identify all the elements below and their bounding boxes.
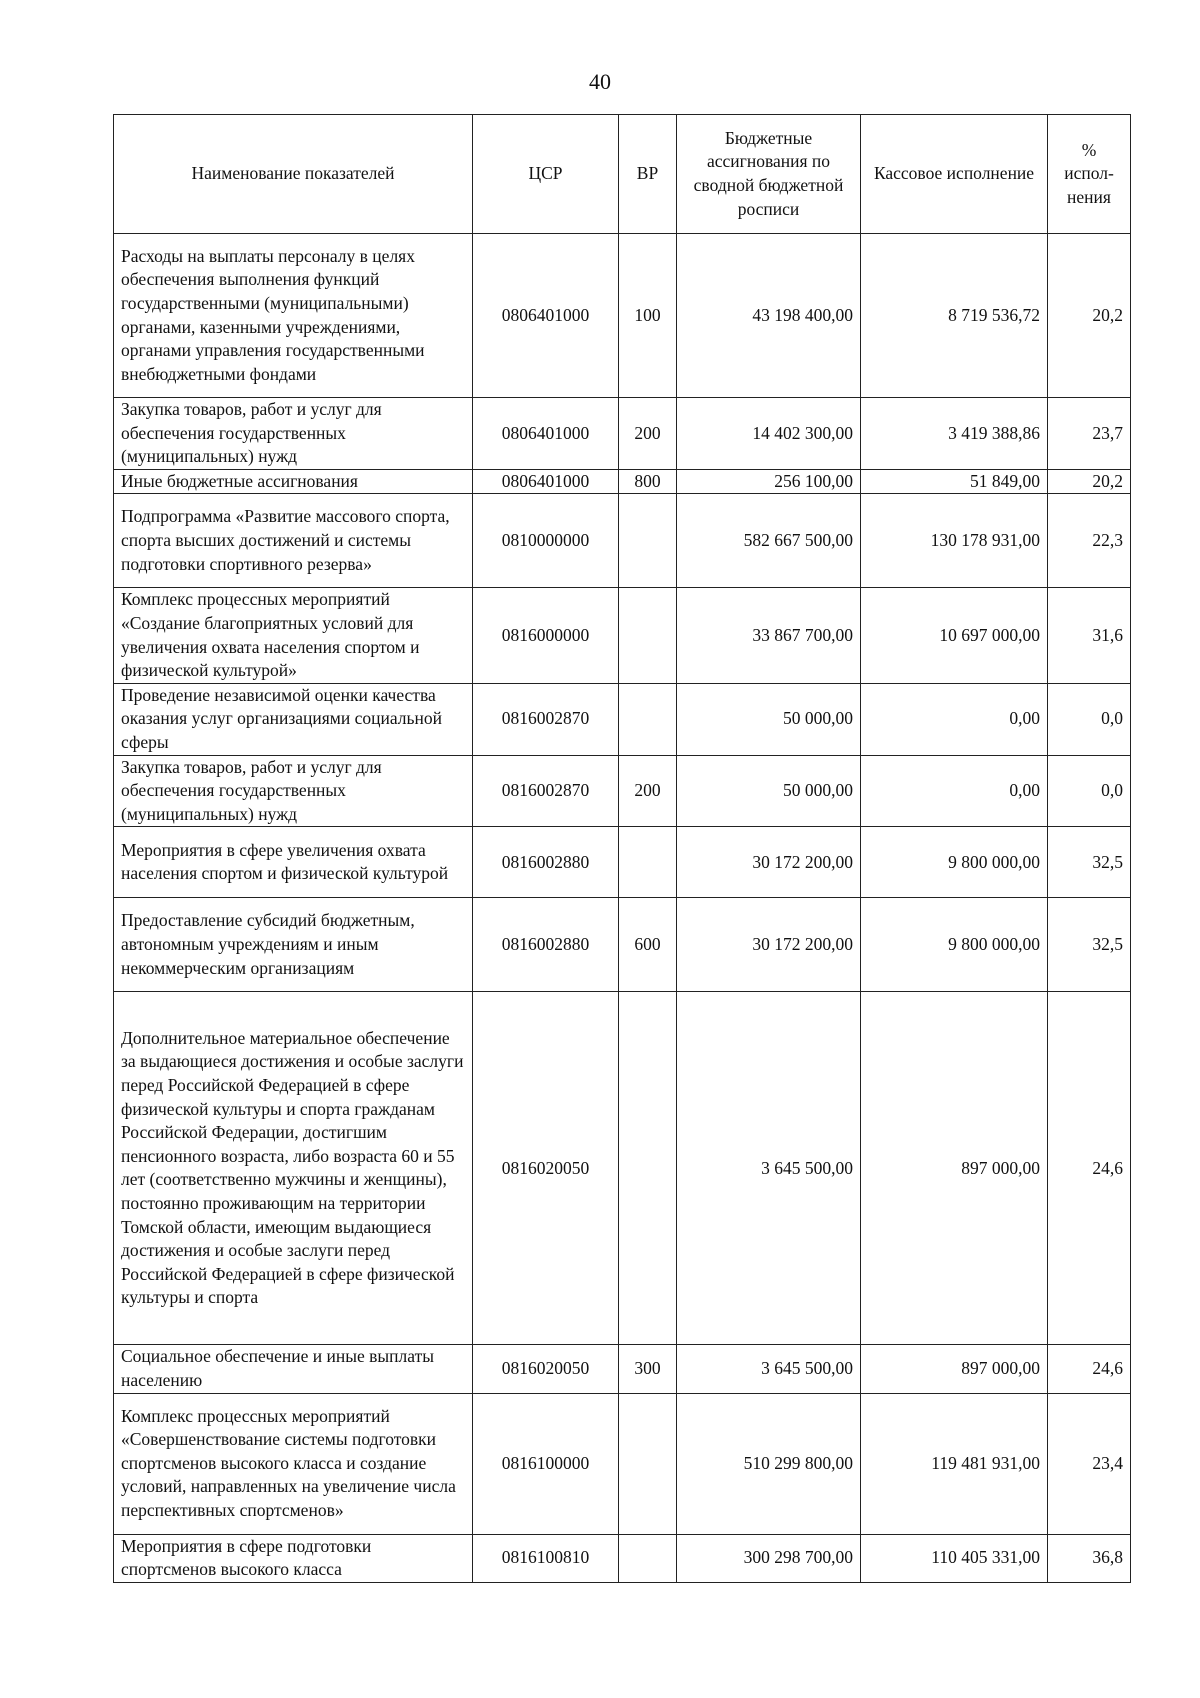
header-execution: Кассовое исполнение	[861, 115, 1048, 234]
cell-budget: 14 402 300,00	[677, 398, 861, 470]
cell-execution: 897 000,00	[861, 992, 1048, 1345]
cell-vr: 100	[619, 234, 677, 398]
cell-csr: 0816002880	[473, 827, 619, 898]
cell-vr	[619, 827, 677, 898]
cell-budget: 50 000,00	[677, 755, 861, 827]
cell-vr	[619, 588, 677, 683]
cell-name: Дополнительное материальное обеспечение за выдающиеся достижения и особые заслуги перед Российской Федерацией в сфере физической культуры и спорта гражданам Российской Федерации, достигшим пенсионного возраста, либо возраста 60 и 55 лет (соответственно мужчины и женщины), постоянно проживающим на территории Томской области, имеющим выдающиеся достижения и особые заслуги перед Российской Федерацией в сфере физической культуры и спорта	[114, 992, 473, 1345]
cell-name: Социальное обеспечение и иные выплаты населению	[114, 1345, 473, 1393]
cell-percent: 32,5	[1048, 898, 1131, 992]
table-row	[114, 469, 1131, 494]
cell-percent: 23,7	[1048, 398, 1131, 470]
cell-percent: 22,3	[1048, 494, 1131, 588]
table-row	[114, 898, 1131, 992]
cell-name: Проведение независимой оценки качества оказания услуг организациями социальной сферы	[114, 683, 473, 755]
header-row	[114, 115, 1131, 234]
cell-percent: 36,8	[1048, 1534, 1131, 1582]
cell-vr	[619, 683, 677, 755]
cell-name: Закупка товаров, работ и услуг для обеспечения государственных (муниципальных) нужд	[114, 755, 473, 827]
cell-csr: 0816020050	[473, 1345, 619, 1393]
cell-execution: 897 000,00	[861, 1345, 1048, 1393]
cell-budget: 3 645 500,00	[677, 992, 861, 1345]
table-row	[114, 1534, 1131, 1582]
cell-percent: 24,6	[1048, 992, 1131, 1345]
cell-budget: 3 645 500,00	[677, 1345, 861, 1393]
cell-percent: 23,4	[1048, 1393, 1131, 1534]
cell-name: Расходы на выплаты персоналу в целях обеспечения выполнения функций государственными (муниципальными) органами, казенными учреждениями, органами управления государственными внебюджетными фондами	[114, 234, 473, 398]
cell-execution: 119 481 931,00	[861, 1393, 1048, 1534]
cell-name: Закупка товаров, работ и услуг для обеспечения государственных (муниципальных) нужд	[114, 398, 473, 470]
cell-execution: 130 178 931,00	[861, 494, 1048, 588]
header-csr: ЦСР	[473, 115, 619, 234]
budget-execution-table	[113, 114, 1131, 1583]
page-number: 40	[589, 69, 611, 94]
cell-budget: 300 298 700,00	[677, 1534, 861, 1582]
cell-execution: 8 719 536,72	[861, 234, 1048, 398]
cell-vr	[619, 1534, 677, 1582]
cell-csr: 0816002870	[473, 755, 619, 827]
cell-csr: 0816020050	[473, 992, 619, 1345]
cell-execution: 10 697 000,00	[861, 588, 1048, 683]
cell-budget: 256 100,00	[677, 469, 861, 494]
header-percent: % испол-нения	[1048, 115, 1131, 234]
cell-percent: 20,2	[1048, 234, 1131, 398]
table-body	[114, 234, 1131, 1583]
table-row	[114, 494, 1131, 588]
table-row	[114, 398, 1131, 470]
cell-vr	[619, 494, 677, 588]
cell-execution: 3 419 388,86	[861, 398, 1048, 470]
cell-execution: 51 849,00	[861, 469, 1048, 494]
cell-execution: 0,00	[861, 755, 1048, 827]
cell-csr: 0806401000	[473, 234, 619, 398]
cell-execution: 0,00	[861, 683, 1048, 755]
cell-percent: 0,0	[1048, 755, 1131, 827]
cell-percent: 31,6	[1048, 588, 1131, 683]
cell-vr	[619, 1393, 677, 1534]
table-row	[114, 992, 1131, 1345]
cell-name: Комплекс процессных мероприятий «Совершенствование системы подготовки спортсменов высокого класса и создание условий, направленных на увеличение числа перспективных спортсменов»	[114, 1393, 473, 1534]
header-vr: ВР	[619, 115, 677, 234]
cell-percent: 0,0	[1048, 683, 1131, 755]
cell-name: Подпрограмма «Развитие массового спорта, спорта высших достижений и системы подготовки спортивного резерва»	[114, 494, 473, 588]
table-row	[114, 683, 1131, 755]
cell-csr: 0816000000	[473, 588, 619, 683]
cell-name: Мероприятия в сфере увеличения охвата населения спортом и физической культурой	[114, 827, 473, 898]
cell-csr: 0816002870	[473, 683, 619, 755]
cell-vr: 600	[619, 898, 677, 992]
cell-vr: 800	[619, 469, 677, 494]
cell-csr: 0816002880	[473, 898, 619, 992]
cell-budget: 43 198 400,00	[677, 234, 861, 398]
cell-csr: 0816100810	[473, 1534, 619, 1582]
table-row	[114, 755, 1131, 827]
cell-percent: 24,6	[1048, 1345, 1131, 1393]
cell-budget: 30 172 200,00	[677, 827, 861, 898]
cell-name: Предоставление субсидий бюджетным, автономным учреждениям и иным некоммерческим организациям	[114, 898, 473, 992]
header-budget: Бюджетные ассигнования по сводной бюджетной росписи	[677, 115, 861, 234]
cell-vr: 200	[619, 398, 677, 470]
cell-budget: 50 000,00	[677, 683, 861, 755]
table-row	[114, 1393, 1131, 1534]
cell-csr: 0806401000	[473, 398, 619, 470]
cell-name: Иные бюджетные ассигнования	[114, 469, 473, 494]
cell-vr: 200	[619, 755, 677, 827]
cell-name: Мероприятия в сфере подготовки спортсменов высокого класса	[114, 1534, 473, 1582]
table-row	[114, 588, 1131, 683]
cell-budget: 582 667 500,00	[677, 494, 861, 588]
cell-vr: 300	[619, 1345, 677, 1393]
cell-name: Комплекс процессных мероприятий «Создание благоприятных условий для увеличения охвата населения спортом и физической культурой»	[114, 588, 473, 683]
cell-execution: 9 800 000,00	[861, 827, 1048, 898]
cell-percent: 20,2	[1048, 469, 1131, 494]
table-row	[114, 827, 1131, 898]
cell-budget: 510 299 800,00	[677, 1393, 861, 1534]
table-header	[114, 115, 1131, 234]
cell-percent: 32,5	[1048, 827, 1131, 898]
cell-vr	[619, 992, 677, 1345]
cell-budget: 33 867 700,00	[677, 588, 861, 683]
cell-csr: 0806401000	[473, 469, 619, 494]
table-row	[114, 1345, 1131, 1393]
cell-csr: 0816100000	[473, 1393, 619, 1534]
cell-execution: 9 800 000,00	[861, 898, 1048, 992]
header-name: Наименование показателей	[114, 115, 473, 234]
cell-csr: 0810000000	[473, 494, 619, 588]
cell-budget: 30 172 200,00	[677, 898, 861, 992]
table-row	[114, 234, 1131, 398]
cell-execution: 110 405 331,00	[861, 1534, 1048, 1582]
